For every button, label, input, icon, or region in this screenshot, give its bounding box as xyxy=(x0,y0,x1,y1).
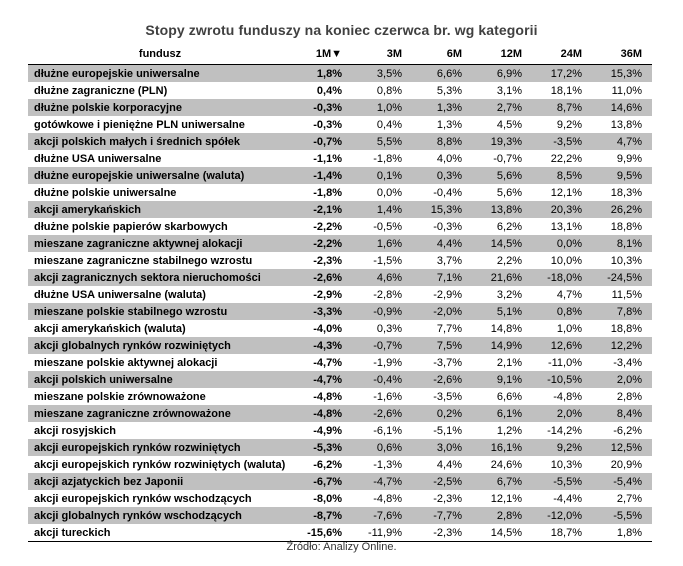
return-24m-cell: 10,0% xyxy=(550,254,582,267)
return-24m-cell: 18,1% xyxy=(550,84,582,97)
return-3m-cell: -1,9% xyxy=(373,356,402,369)
table-row xyxy=(28,473,652,490)
return-6m-cell: 8,8% xyxy=(412,133,472,150)
fund-name-cell: akcji europejskich rynków rozwiniętych (waluta) xyxy=(34,458,286,471)
return-3m-cell: -6,1% xyxy=(373,424,402,437)
return-12m-cell: 12,1% xyxy=(490,492,522,505)
return-36m-cell: -24,5% xyxy=(592,269,652,286)
return-24m-cell: 9,2% xyxy=(532,439,592,456)
fund-name-cell: gotówkowe i pieniężne PLN uniwersalne xyxy=(34,118,245,131)
table-row xyxy=(28,320,652,337)
return-3m-cell: -0,9% xyxy=(352,303,412,320)
return-36m-cell: 14,6% xyxy=(592,99,652,116)
return-6m-cell: 6,6% xyxy=(412,65,472,83)
return-12m-cell: 16,1% xyxy=(472,439,532,456)
return-6m-cell: 4,4% xyxy=(436,458,462,471)
return-3m-cell: 3,5% xyxy=(352,65,412,83)
return-36m-cell: 9,9% xyxy=(616,152,642,165)
fund-name-cell: akcji azjatyckich bez Japonii xyxy=(28,473,292,490)
fund-name-cell: dłużne USA uniwersalne (waluta) xyxy=(34,288,206,301)
table-row xyxy=(28,371,652,388)
return-12m-cell: 2,1% xyxy=(496,356,522,369)
return-6m-cell: 3,7% xyxy=(436,254,462,267)
return-12m-cell: 6,6% xyxy=(496,390,522,403)
return-1m-cell: -4,7% xyxy=(292,371,352,388)
return-1m-cell: -0,7% xyxy=(292,133,352,150)
table-row xyxy=(28,167,652,184)
return-1m-cell: 1,8% xyxy=(292,65,352,83)
return-24m-cell: 2,0% xyxy=(532,405,592,422)
return-24m-cell: 22,2% xyxy=(550,152,582,165)
return-1m-cell: -6,2% xyxy=(313,458,342,471)
return-12m-cell: 6,7% xyxy=(472,473,532,490)
table-row xyxy=(28,218,652,235)
return-12m-cell: 24,6% xyxy=(490,458,522,471)
return-36m-cell: 1,8% xyxy=(592,524,652,542)
table-row xyxy=(28,116,652,133)
return-36m-cell: 20,9% xyxy=(610,458,642,471)
return-3m-cell: 1,4% xyxy=(352,201,412,218)
return-12m-cell: 6,1% xyxy=(472,405,532,422)
fund-name-cell: dłużne polskie uniwersalne xyxy=(34,186,177,199)
return-36m-cell: 11,5% xyxy=(611,288,642,301)
return-36m-cell: 12,5% xyxy=(592,439,652,456)
return-6m-cell: 5,3% xyxy=(436,84,462,97)
return-6m-cell: 1,3% xyxy=(412,99,472,116)
return-24m-cell: 9,2% xyxy=(556,118,582,131)
return-3m-cell: -2,6% xyxy=(352,405,412,422)
return-36m-cell: 8,4% xyxy=(592,405,652,422)
return-6m-cell: -3,7% xyxy=(433,356,462,369)
return-36m-cell: 8,1% xyxy=(592,235,652,252)
return-1m-cell: -4,7% xyxy=(313,356,342,369)
table-row xyxy=(28,507,652,524)
return-1m-cell: -2,6% xyxy=(292,269,352,286)
return-12m-cell: 6,2% xyxy=(496,220,522,233)
return-12m-cell: 14,5% xyxy=(472,524,532,542)
return-6m-cell: 0,3% xyxy=(412,167,472,184)
return-12m-cell: 21,6% xyxy=(472,269,532,286)
fund-name-cell: akcji polskich uniwersalne xyxy=(28,371,292,388)
table-title: Stopy zwrotu funduszy na koniec czerwca br. wg kategorii xyxy=(145,22,538,38)
return-24m-cell: 0,0% xyxy=(532,235,592,252)
return-1m-cell: -2,3% xyxy=(313,254,342,267)
return-36m-cell: 11,0% xyxy=(611,84,642,97)
return-3m-cell: 1,0% xyxy=(352,99,412,116)
table-row xyxy=(28,490,652,507)
return-3m-cell: 0,8% xyxy=(376,84,402,97)
return-6m-cell: 15,3% xyxy=(412,201,472,218)
return-6m-cell: -2,5% xyxy=(412,473,472,490)
fund-name-cell: akcji rosyjskich xyxy=(34,424,116,437)
table-row xyxy=(28,201,652,218)
return-36m-cell: 2,0% xyxy=(592,371,652,388)
return-3m-cell: -0,7% xyxy=(352,337,412,354)
column-header-12m: 12M xyxy=(472,44,532,65)
return-6m-cell: -3,5% xyxy=(433,390,462,403)
return-36m-cell: 10,3% xyxy=(610,254,642,267)
table-row xyxy=(28,354,652,371)
fund-name-cell: dłużne polskie papierów skarbowych xyxy=(34,220,228,233)
return-3m-cell: -0,5% xyxy=(373,220,402,233)
return-24m-cell: -11,0% xyxy=(547,356,582,369)
return-1m-cell: -1,1% xyxy=(313,152,342,165)
return-1m-cell: -4,3% xyxy=(292,337,352,354)
return-12m-cell: 3,1% xyxy=(496,84,522,97)
return-1m-cell: -2,1% xyxy=(292,201,352,218)
return-24m-cell: 12,6% xyxy=(532,337,592,354)
return-1m-cell: -4,9% xyxy=(313,424,342,437)
return-1m-cell: -1,4% xyxy=(292,167,352,184)
fund-name-cell: dłużne europejskie uniwersalne (waluta) xyxy=(28,167,292,184)
return-36m-cell: 26,2% xyxy=(592,201,652,218)
return-36m-cell: -5,5% xyxy=(592,507,652,524)
table-row xyxy=(28,422,652,439)
return-12m-cell: 13,8% xyxy=(472,201,532,218)
return-24m-cell: -12,0% xyxy=(532,507,592,524)
return-24m-cell: -5,5% xyxy=(532,473,592,490)
return-6m-cell: 7,5% xyxy=(412,337,472,354)
column-header-24m: 24M xyxy=(532,44,592,65)
return-24m-cell: -4,8% xyxy=(553,390,582,403)
table-row xyxy=(28,82,652,99)
return-36m-cell: 18,8% xyxy=(610,220,642,233)
return-12m-cell: 2,8% xyxy=(472,507,532,524)
return-24m-cell: 0,8% xyxy=(532,303,592,320)
return-6m-cell: -2,3% xyxy=(412,524,472,542)
return-6m-cell: 7,7% xyxy=(436,322,462,335)
fund-name-cell: mieszane zagraniczne stabilnego wzrostu xyxy=(34,254,253,267)
return-12m-cell: -0,7% xyxy=(493,152,522,165)
return-24m-cell: -3,5% xyxy=(532,133,592,150)
fund-name-cell: akcji globalnych rynków rozwiniętych xyxy=(28,337,292,354)
fund-name-cell: mieszane polskie stabilnego wzrostu xyxy=(28,303,292,320)
return-3m-cell: -11,9% xyxy=(352,524,412,542)
return-3m-cell: 0,0% xyxy=(376,186,402,199)
table-row xyxy=(28,286,652,303)
return-3m-cell: -1,5% xyxy=(373,254,402,267)
return-6m-cell: -2,0% xyxy=(412,303,472,320)
return-1m-cell: -15,6% xyxy=(292,524,352,542)
return-1m-cell: -4,0% xyxy=(313,322,342,335)
return-24m-cell: 18,7% xyxy=(532,524,592,542)
return-6m-cell: -7,7% xyxy=(412,507,472,524)
column-header-36m: 36M xyxy=(592,44,652,65)
table-row xyxy=(28,388,652,405)
return-24m-cell: 1,0% xyxy=(556,322,582,335)
return-36m-cell: -5,4% xyxy=(592,473,652,490)
return-6m-cell: 7,1% xyxy=(412,269,472,286)
return-24m-cell: -4,4% xyxy=(553,492,582,505)
return-36m-cell: 12,2% xyxy=(592,337,652,354)
column-header-fund: fundusz xyxy=(28,44,292,65)
fund-name-cell: mieszane polskie aktywnej alokacji xyxy=(34,356,218,369)
return-12m-cell: 3,2% xyxy=(496,288,522,301)
return-6m-cell: -2,3% xyxy=(433,492,462,505)
return-1m-cell: -0,3% xyxy=(292,99,352,116)
return-1m-cell: -4,8% xyxy=(313,390,342,403)
return-3m-cell: 0,3% xyxy=(376,322,402,335)
returns-table xyxy=(28,44,652,542)
return-12m-cell: 1,2% xyxy=(496,424,522,437)
return-12m-cell: 5,1% xyxy=(472,303,532,320)
fund-name-cell: akcji amerykańskich xyxy=(28,201,292,218)
return-6m-cell: 3,0% xyxy=(412,439,472,456)
return-12m-cell: 14,5% xyxy=(472,235,532,252)
return-3m-cell: -1,8% xyxy=(373,152,402,165)
return-3m-cell: -7,6% xyxy=(352,507,412,524)
return-3m-cell: -0,4% xyxy=(352,371,412,388)
return-6m-cell: -2,6% xyxy=(412,371,472,388)
return-12m-cell: 9,1% xyxy=(472,371,532,388)
return-36m-cell: 9,5% xyxy=(592,167,652,184)
fund-name-cell: dłużne europejskie uniwersalne xyxy=(28,65,292,83)
return-3m-cell: 0,1% xyxy=(352,167,412,184)
return-1m-cell: -0,3% xyxy=(313,118,342,131)
table-body xyxy=(28,65,652,542)
return-24m-cell: 8,7% xyxy=(532,99,592,116)
table-row xyxy=(28,337,652,354)
return-6m-cell: -5,1% xyxy=(433,424,462,437)
return-1m-cell: -3,3% xyxy=(292,303,352,320)
return-12m-cell: 5,6% xyxy=(496,186,522,199)
return-12m-cell: 6,9% xyxy=(472,65,532,83)
table-row xyxy=(28,65,652,83)
return-12m-cell: 2,7% xyxy=(472,99,532,116)
return-12m-cell: 4,5% xyxy=(496,118,522,131)
return-1m-cell: -8,7% xyxy=(292,507,352,524)
source-note: Źródło: Analizy Online. xyxy=(286,541,397,553)
return-36m-cell: 13,8% xyxy=(610,118,642,131)
return-3m-cell: 0,4% xyxy=(376,118,402,131)
column-header-1m: 1M▼ xyxy=(292,44,352,65)
return-3m-cell: -4,8% xyxy=(373,492,402,505)
return-24m-cell: 17,2% xyxy=(532,65,592,83)
return-36m-cell: 2,8% xyxy=(616,390,642,403)
return-3m-cell: -2,8% xyxy=(373,288,402,301)
return-12m-cell: 19,3% xyxy=(472,133,532,150)
fund-name-cell: mieszane zagraniczne zrównoważone xyxy=(28,405,292,422)
return-1m-cell: 0,4% xyxy=(316,84,342,97)
table-row xyxy=(28,133,652,150)
return-24m-cell: 8,5% xyxy=(532,167,592,184)
return-12m-cell: 2,2% xyxy=(496,254,522,267)
return-1m-cell: -5,3% xyxy=(292,439,352,456)
fund-name-cell: dłużne zagraniczne (PLN) xyxy=(34,84,168,97)
return-24m-cell: -14,2% xyxy=(547,424,582,437)
fund-name-cell: mieszane polskie zrównoważone xyxy=(34,390,206,403)
table-row xyxy=(28,150,652,167)
return-3m-cell: 1,6% xyxy=(352,235,412,252)
table-row xyxy=(28,252,652,269)
return-1m-cell: -1,8% xyxy=(313,186,342,199)
return-3m-cell: 4,6% xyxy=(352,269,412,286)
return-6m-cell: 1,3% xyxy=(436,118,462,131)
return-3m-cell: -4,7% xyxy=(352,473,412,490)
return-36m-cell: 7,8% xyxy=(592,303,652,320)
return-1m-cell: -2,2% xyxy=(292,235,352,252)
return-1m-cell: -2,9% xyxy=(313,288,342,301)
return-3m-cell: 0,6% xyxy=(352,439,412,456)
fund-name-cell: dłużne USA uniwersalne xyxy=(34,152,162,165)
fund-name-cell: akcji tureckich xyxy=(28,524,292,542)
return-6m-cell: 0,2% xyxy=(412,405,472,422)
return-36m-cell: 15,3% xyxy=(592,65,652,83)
table-row xyxy=(28,235,652,252)
table-row xyxy=(28,99,652,116)
column-header-3m: 3M xyxy=(352,44,412,65)
fund-name-cell: akcji europejskich rynków rozwiniętych xyxy=(28,439,292,456)
return-24m-cell: 4,7% xyxy=(556,288,582,301)
return-3m-cell: 5,5% xyxy=(352,133,412,150)
return-36m-cell: -6,2% xyxy=(613,424,642,437)
return-24m-cell: 13,1% xyxy=(550,220,582,233)
table-row xyxy=(28,439,652,456)
return-24m-cell: 20,3% xyxy=(532,201,592,218)
return-1m-cell: -4,8% xyxy=(292,405,352,422)
table-row xyxy=(28,524,652,542)
table-header-row xyxy=(28,44,652,65)
return-3m-cell: -1,3% xyxy=(373,458,402,471)
return-6m-cell: -2,9% xyxy=(433,288,462,301)
return-36m-cell: -3,4% xyxy=(613,356,642,369)
table-row xyxy=(28,405,652,422)
fund-name-cell: dłużne polskie korporacyjne xyxy=(28,99,292,116)
return-24m-cell: 10,3% xyxy=(550,458,582,471)
return-12m-cell: 14,8% xyxy=(490,322,522,335)
return-1m-cell: -8,0% xyxy=(313,492,342,505)
return-36m-cell: 2,7% xyxy=(616,492,642,505)
return-3m-cell: -1,6% xyxy=(373,390,402,403)
return-36m-cell: 18,8% xyxy=(610,322,642,335)
return-6m-cell: -0,4% xyxy=(433,186,462,199)
fund-name-cell: mieszane zagraniczne aktywnej alokacji xyxy=(28,235,292,252)
column-header-6m: 6M xyxy=(412,44,472,65)
fund-name-cell: akcji globalnych rynków wschodzących xyxy=(28,507,292,524)
return-6m-cell: 4,4% xyxy=(412,235,472,252)
fund-name-cell: akcji zagranicznych sektora nieruchomości xyxy=(28,269,292,286)
return-1m-cell: -6,7% xyxy=(292,473,352,490)
return-24m-cell: -18,0% xyxy=(532,269,592,286)
return-1m-cell: -2,2% xyxy=(313,220,342,233)
return-24m-cell: -10,5% xyxy=(532,371,592,388)
fund-name-cell: akcji europejskich rynków wschodzących xyxy=(34,492,252,505)
return-36m-cell: 4,7% xyxy=(592,133,652,150)
table-row xyxy=(28,269,652,286)
fund-name-cell: akcji polskich małych i średnich spółek xyxy=(28,133,292,150)
return-6m-cell: -0,3% xyxy=(433,220,462,233)
return-12m-cell: 5,6% xyxy=(472,167,532,184)
return-12m-cell: 14,9% xyxy=(472,337,532,354)
table-row xyxy=(28,456,652,473)
return-24m-cell: 12,1% xyxy=(550,186,582,199)
return-6m-cell: 4,0% xyxy=(436,152,462,165)
table-row xyxy=(28,303,652,320)
table-row xyxy=(28,184,652,201)
return-36m-cell: 18,3% xyxy=(610,186,642,199)
fund-name-cell: akcji amerykańskich (waluta) xyxy=(34,322,186,335)
